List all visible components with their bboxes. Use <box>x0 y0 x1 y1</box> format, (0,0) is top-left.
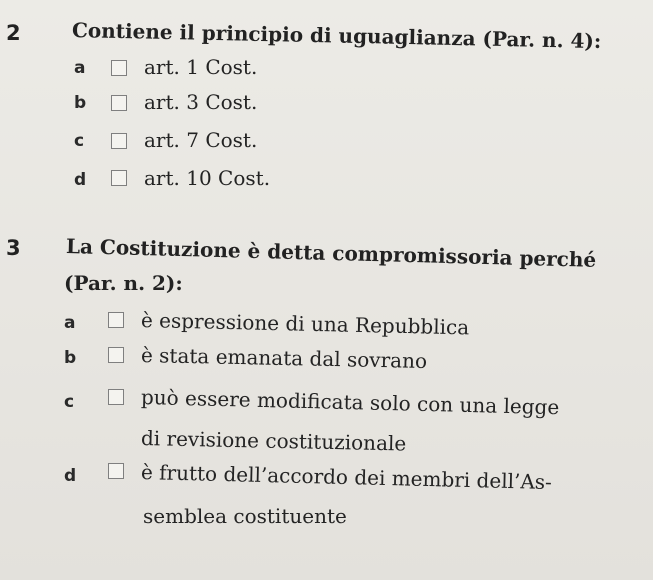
q3-option-a-text: è espressione di una Repubblica <box>140 308 470 340</box>
q2-option-d-letter: d <box>74 170 87 190</box>
q2-option-a-text: art. 1 Cost. <box>144 55 258 79</box>
q3-option-c-text-line-2: di revisione costituzionale <box>140 426 407 456</box>
q3-option-a-letter: a <box>64 313 76 333</box>
question-3-number: 3 <box>6 236 21 260</box>
q2-option-d-text: art. 10 Cost. <box>144 166 271 190</box>
q3-option-d-letter: d <box>64 466 77 486</box>
q2-option-a-checkbox[interactable] <box>111 60 127 76</box>
q3-option-b-checkbox[interactable] <box>108 347 124 363</box>
q2-option-c-checkbox[interactable] <box>111 133 127 149</box>
question-3-text-line-1: La Costituzione è detta compromissoria perché <box>65 234 597 272</box>
question-3-text-line-2: (Par. n. 2): <box>64 271 183 295</box>
q2-option-c-text: art. 7 Cost. <box>144 128 258 152</box>
question-2-number: 2 <box>6 21 21 45</box>
question-2-text: Contiene il principio di uguaglianza (Par. n. 4): <box>71 18 602 54</box>
q3-option-d-checkbox[interactable] <box>108 463 124 479</box>
q3-option-c-checkbox[interactable] <box>108 389 124 405</box>
q3-option-b-text: è stata emanata dal sovrano <box>140 343 428 373</box>
q3-option-d-text-line-2: semblea costituente <box>143 504 347 528</box>
q3-option-a-checkbox[interactable] <box>108 312 124 328</box>
q3-option-d-text-line-1: è frutto dell’accordo dei membri dell’As- <box>140 460 553 495</box>
q2-option-c-letter: c <box>74 131 85 151</box>
q2-option-b-text: art. 3 Cost. <box>144 90 258 114</box>
q3-option-b-letter: b <box>64 348 77 368</box>
q3-option-c-text-line-1: può essere modificata solo con una legge <box>140 385 560 420</box>
q2-option-d-checkbox[interactable] <box>111 170 127 186</box>
q2-option-a-letter: a <box>74 58 86 78</box>
q2-option-b-checkbox[interactable] <box>111 95 127 111</box>
q3-option-c-letter: c <box>64 392 75 412</box>
q2-option-b-letter: b <box>74 93 87 113</box>
